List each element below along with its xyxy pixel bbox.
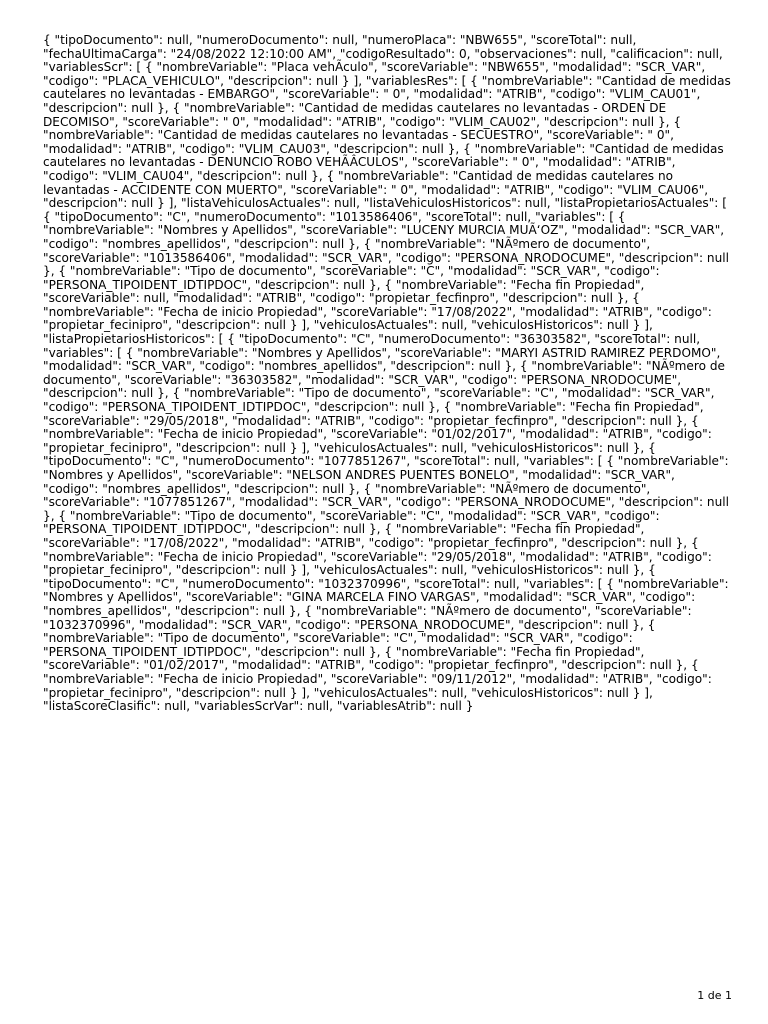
page-number: 1 de 1 — [697, 989, 732, 1002]
json-response-text: { "tipoDocumento": null, "numeroDocumento": null, "numeroPlaca": "NBW655", "scoreTotal": null, "fechaUltimaCarga": "24/08/2022 12:10:00 AM", "codigoResultado": 0, "observaciones": null, "calificacion": null, "variablesScr": [ { "nombreVariable": "Placa vehÃculo", "scoreVariable": "NBW655", "modalidad": "SCR_VAR", "codigo": "PLACA_VEHICULO", "descripcion": null } ], "variablesRes": [ { "nombreVariable": "Cantidad de medidas cautelares no levantadas - EMBARGO", "scoreVariable": " 0", "modalidad": "ATRIB", "codigo": "VLIM_CAU01", "descripcion": null }, { "nombreVariable": "Cantidad de medidas cautelares no levantadas - ORDEN DE DECOMISO", "scoreVariable": " 0", "modalidad": "ATRIB", "codigo": "VLIM_CAU02", "descripcion": null }, { "nombreVariable": "Cantidad de medidas cautelares no levantadas - SECUESTRO", "scoreVariable": " 0", "modalidad": "ATRIB", "codigo": "VLIM_CAU03", "descripcion": null }, { "nombreVariable": "Cantidad de medidas cautelares no levantadas - DENUNCIO ROBO VEHÃÂCULOS", "scoreVariable": " 0", "modalidad": "ATRIB", "codigo": "VLIM_CAU04", "descripcion": null }, { "nombreVariable": "Cantidad de medidas cautelares no levantadas - ACCIDENTE CON MUERTO", "scoreVariable": " 0", "modalidad": "ATRIB", "codigo": "VLIM_CAU06", "descripcion": null } ], "listaVehiculosActuales": null, "listaVehiculosHistoricos": null, "listaPropietariosActuales": [ { "tipoDocumento": "C", "numeroDocumento": "1013586406", "scoreTotal": null, "variables": [ { "nombreVariable": "Nombres y Apellidos", "scoreVariable": "LUCENY MURCIA MUÃ‘OZ", "modalidad": "SCR_VAR", "codigo": "nombres_apellidos", "descripcion": null }, { "nombreVariable": "NÃºmero de documento", "scoreVariable": "1013586406", "modalidad": "SCR_VAR", "codigo": "PERSONA_NRODOCUME", "descripcion": null }, { "nombreVariable": "Tipo de documento", "scoreVariable": "C", "modalidad": "SCR_VAR", "codigo": "PERSONA_TIPOIDENT_IDTIPDOC", "descripcion": null }, { "nombreVariable": "Fecha fin Propiedad", "scoreVariable": null, "modalidad": "ATRIB", "codigo": "propietar_fecfinpro", "descripcion": null }, { "nombreVariable": "Fecha de inicio Propiedad", "scoreVariable": "17/08/2022", "modalidad": "ATRIB", "codigo": "propietar_fecinipro", "descripcion": null } ], "vehiculosActuales": null, "vehiculosHistoricos": null } ], "listaPropietariosHistoricos": [ { "tipoDocumento": "C", "numeroDocumento": "36303582", "scoreTotal": null, "variables": [ { "nombreVariable": "Nombres y Apellidos", "scoreVariable": "MARYI ASTRID RAMIREZ PERDOMO", "modalidad": "SCR_VAR", "codigo": "nombres_apellidos", "descripcion": null }, { "nombreVariable": "NÃºmero de documento", "scoreVariable": "36303582", "modalidad": "SCR_VAR", "codigo": "PERSONA_NRODOCUME", "descripcion": null }, { "nombreVariable": "Tipo de documento", "scoreVariable": "C", "modalidad": "SCR_VAR", "codigo": "PERSONA_TIPOIDENT_IDTIPDOC", "descripcion": null }, { "nombreVariable": "Fecha fin Propiedad", "scoreVariable": "29/05/2018", "modalidad": "ATRIB", "codigo": "propietar_fecfinpro", "descripcion": null }, { "nombreVariable": "Fecha de inicio Propiedad", "scoreVariable": "01/02/2017", "modalidad": "ATRIB", "codigo": "propietar_fecinipro", "descripcion": null } ], "vehiculosActuales": null, "vehiculosHistoricos": null }, { "tipoDocumento": "C", "numeroDocumento": "1077851267", "scoreTotal": null, "variables": [ { "nombreVariable": "Nombres y Apellidos", "scoreVariable": "NELSON ANDRES PUENTES BONELO", "modalidad": "SCR_VAR", "codigo": "nombres_apellidos", "descripcion": null }, { "nombreVariable": "NÃºmero de documento", "scoreVariable": "1077851267", "modalidad": "SCR_VAR", "codigo": "PERSONA_NRODOCUME", "descripcion": null }, { "nombreVariable": "Tipo de documento", "scoreVariable": "C", "modalidad": "SCR_VAR", "codigo": "PERSONA_TIPOIDENT_IDTIPDOC", "descripcion": null }, { "nombreVariable": "Fecha fin Propiedad", "scoreVariable": "17/08/2022", "modalidad": "ATRIB", "codigo": "propietar_fecfinpro", "descripcion": null }, { "nombreVariable": "Fecha de inicio Propiedad", "scoreVariable": "29/05/2018", "modalidad": "ATRIB", "codigo": "propietar_fecinipro", "descripcion": null } ], "vehiculosActuales": null, "vehiculosHistoricos": null }, { "tipoDocumento": "C", "numeroDocumento": "1032370996", "scoreTotal": null, "variables": [ { "nombreVariable": "Nombres y Apellidos", "scoreVariable": "GINA MARCELA FINO VARGAS", "modalidad": "SCR_VAR", "codigo": "nombres_apellidos", "descripcion": null }, { "nombreVariable": "NÃºmero de documento", "scoreVariable": "1032370996", "modalidad": "SCR_VAR", "codigo": "PERSONA_NRODOCUME", "descripcion": null }, { "nombreVariable": "Tipo de documento", "scoreVariable": "C", "modalidad": "SCR_VAR", "codigo": "PERSONA_TIPOIDENT_IDTIPDOC", "descripcion": null }, { "nombreVariable": "Fecha fin Propiedad", "scoreVariable": "01/02/2017", "modalidad": "ATRIB", "codigo": "propietar_fecfinpro", "descripcion": null }, { "nombreVariable": "Fecha de inicio Propiedad", "scoreVariable": "09/11/2012", "modalidad": "ATRIB", "codigo": "propietar_fecinipro", "descripcion": null } ], "vehiculosActuales": null, "vehiculosHistoricos": null } ], "listaScoreClasific": null, "variablesScrVar": null, "variablesAtrib": null } — [43, 33, 731, 714]
